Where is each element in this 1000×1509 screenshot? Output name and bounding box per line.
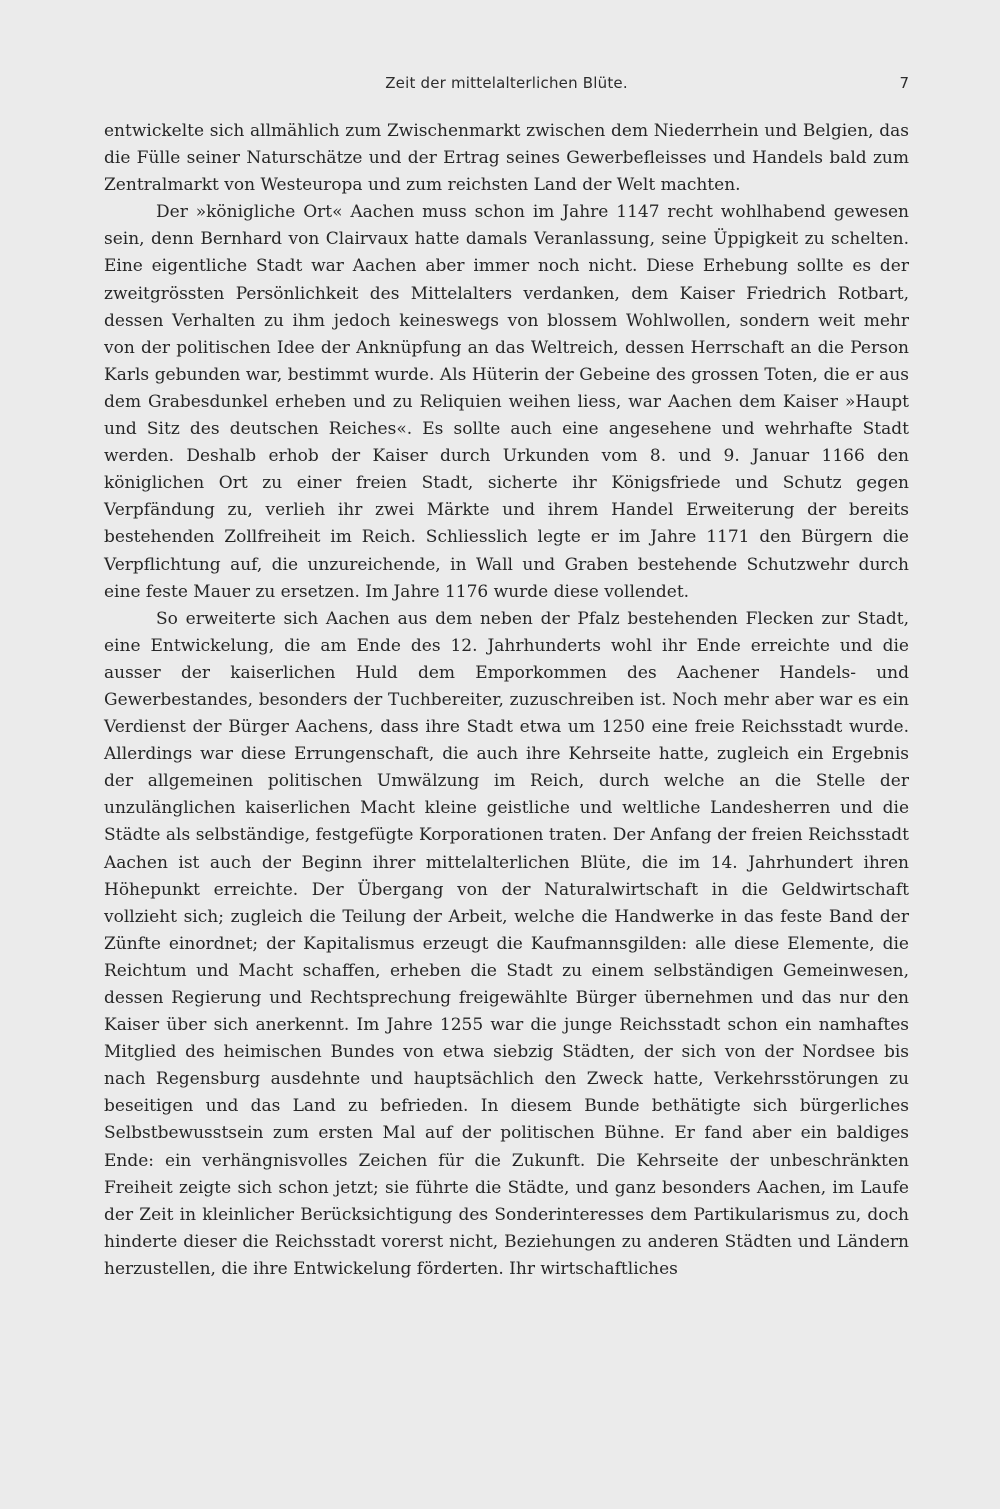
body-text xyxy=(104,118,909,1283)
paragraph: Der »königliche Ort« Aachen muss schon im Jahre 1147 recht wohlhabend gewesen sein, denn Bernhard von Clairvaux hatte damals Veranlassung, seine Üppigkeit zu schelten. Eine eigentliche Stadt war Aachen aber immer noch nicht. Diese Erhebung sollte es der zweitgrössten Persönlichkeit des Mittelalters verdanken, dem Kaiser Friedrich Rotbart, dessen Verhalten zu ihm jedoch keineswegs von blossem Wohlwollen, sondern weit mehr von der politischen Idee der Anknüpfung an das Weltreich, dessen Herrschaft an die Person Karls gebunden war, bestimmt wurde. Als Hüterin der Gebeine des grossen Toten, die er aus dem Grabesdunkel erheben und zu Reliquien weihen liess, war Aachen dem Kaiser »Haupt und Sitz des deutschen Reiches«. Es sollte auch eine angesehene und wehrhafte Stadt werden. Deshalb erhob der Kaiser durch Urkunden vom 8. und 9. Januar 1166 den königlichen Ort zu einer freien Stadt, sicherte ihr Königsfriede und Schutz gegen Verpfändung zu, verlieh ihr zwei Märkte und ihrem Handel Erweiterung der bereits bestehenden Zollfreiheit im Reich. Schliesslich legte er im Jahre 1171 den Bürgern die Verpflichtung auf, die unzureichende, in Wall und Graben bestehende Schutzwehr durch eine feste Mauer zu ersetzen. Im Jahre 1176 wurde diese vollendet. xyxy=(104,202,909,602)
running-title: Zeit der mittelalterlichen Blüte. xyxy=(385,74,628,92)
page-number: 7 xyxy=(899,74,909,92)
paragraph: So erweiterte sich Aachen aus dem neben der Pfalz bestehenden Flecken zur Stadt, eine Entwickelung, die am Ende des 12. Jahrhunderts wohl ihr Ende erreichte und die ausser der kaiserlichen Huld dem Emporkommen des Aachener Handels- und Gewerbestandes, besonders der Tuchbereiter, zuzuschreiben ist. Noch mehr aber war es ein Verdienst der Bürger Aachens, dass ihre Stadt etwa um 1250 eine freie Reichsstadt wurde. Allerdings war diese Errungenschaft, die auch ihre Kehrseite hatte, zugleich ein Ergebnis der allgemeinen politischen Umwälzung im Reich, durch welche an die Stelle der unzulänglichen kaiserlichen Macht kleine geistliche und weltliche Landesherren und die Städte als selbständige, festgefügte Korporationen traten. Der Anfang der freien Reichsstadt Aachen ist auch der Beginn ihrer mittelalterlichen Blüte, die im 14. Jahrhundert ihren Höhepunkt erreichte. Der Übergang von der Naturalwirtschaft in die Geldwirtschaft vollzieht sich; zugleich die Teilung der Arbeit, welche die Handwerke in das feste Band der Zünfte einordnet; der Kapitalismus erzeugt die Kaufmannsgilden: alle diese Elemente, die Reichtum und Macht schaffen, erheben die Stadt zu einem selbständigen Gemeinwesen, dessen Regierung und Rechtsprechung freigewählte Bürger übernehmen und das nur den Kaiser über sich anerkennt. Im Jahre 1255 war die junge Reichsstadt schon ein namhaftes Mitglied des heimischen Bundes von etwa siebzig Städten, der sich von der Nordsee bis nach Regensburg ausdehnte und hauptsächlich den Zweck hatte, Verkehrsstörungen zu beseitigen und das Land zu befrieden. In diesem Bunde bethätigte sich bürgerliches Selbstbewusstsein zum ersten Mal auf der politischen Bühne. Er fand aber ein baldiges Ende: ein verhängnisvolles Zeichen für die Zukunft. Die Kehrseite der unbeschränkten Freiheit zeigte sich schon jetzt; sie führte die Städte, und ganz besonders Aachen, im Laufe der Zeit in kleinlicher Berücksichtigung des Sonderinteresses dem Partikularismus zu, doch hinderte dieser die Reichsstadt vorerst nicht, Beziehungen zu anderen Städten und Ländern herzustellen, die ihre Entwickelung förderten. Ihr wirtschaftliches xyxy=(104,608,909,1279)
paragraph-continuation: entwickelte sich allmählich zum Zwischenmarkt zwischen dem Niederrhein und Belgien, das die Fülle seiner Naturschätze und der Ertrag seines Gewerbefleisses und Handels bald zum Zentralmarkt von Westeuropa und zum reichsten Land der Welt machten. xyxy=(104,121,909,196)
running-head xyxy=(104,72,909,98)
